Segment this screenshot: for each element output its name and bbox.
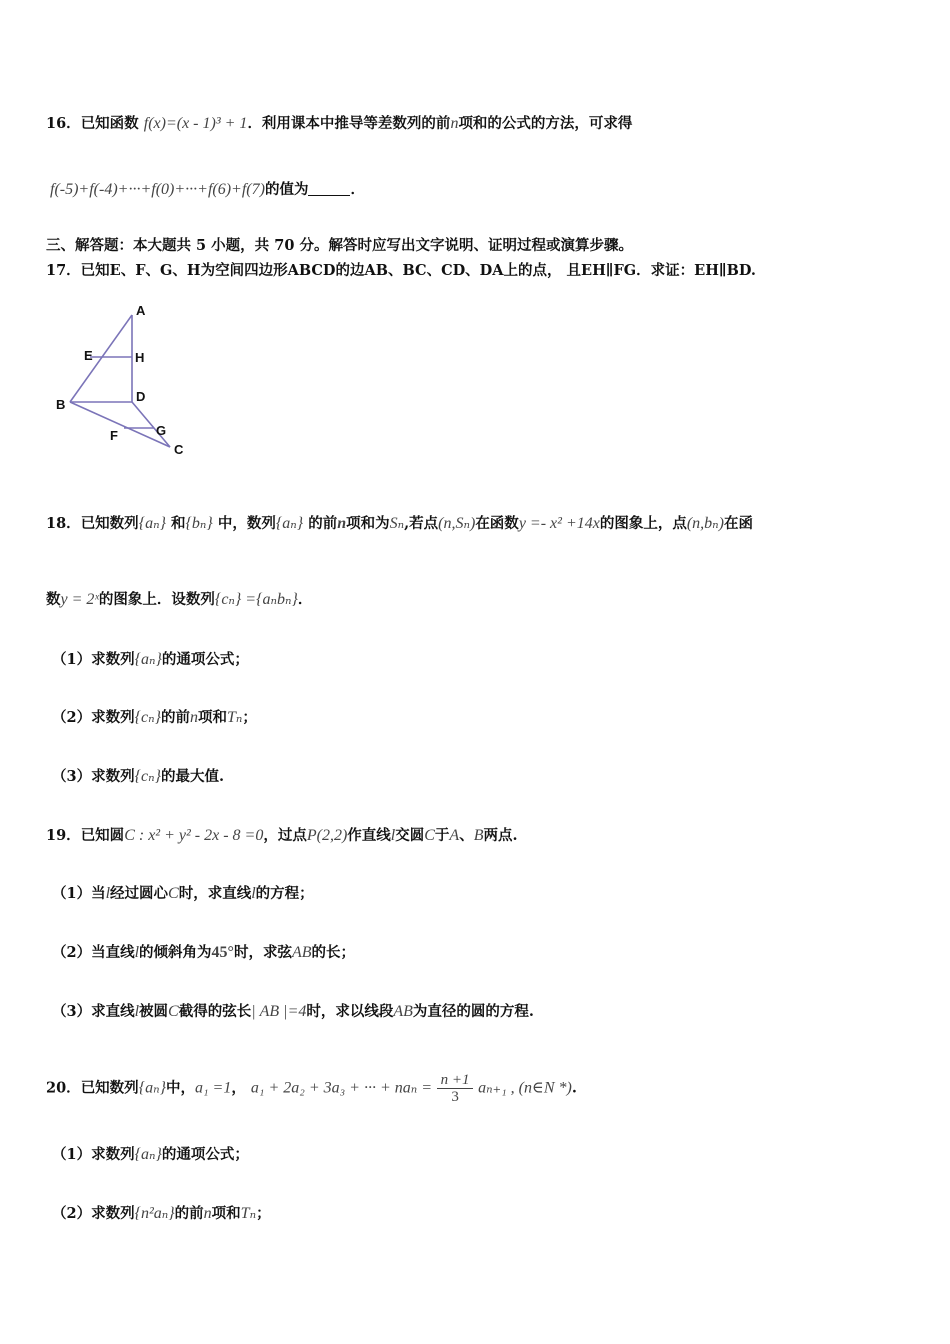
label-h: H: [135, 350, 145, 365]
q20-fraction: $\frac{n +1}{3}$: [437, 1072, 473, 1105]
q17-text: 17．已知E、F、G、H为空间四边形ABCD的边AB、BC、CD、DA上的点， 且EH∥FG．求证：EH∥BD.: [46, 262, 756, 279]
q16-line1: 16．已知函数 f(x)=(x - 1)³ + 1．利用课本中推导等差数列的前n项和的公式的方法，可求得: [46, 115, 633, 132]
q20-part2: （2）求数列{n²aₙ}的前n项和Tₙ；: [52, 1205, 271, 1222]
q16-line2: f(-5)+f(-4)+···+f(0)+···+f(6)+f(7)的值为 ．: [50, 181, 365, 198]
label-e: E: [84, 348, 93, 363]
q16-function: f(x)=(x - 1)³ + 1: [143, 115, 248, 132]
label-d: D: [136, 389, 146, 404]
q19-part2: （2）当直线l的倾斜角为45°时，求弦AB的长；: [52, 944, 355, 961]
q16-sum-expression: f(-5)+f(-4)+···+f(0)+···+f(6)+f(7): [50, 181, 265, 198]
q18-part1: （1）求数列{aₙ}的通项公式；: [52, 651, 249, 668]
q16-number: 16．: [46, 115, 81, 132]
q19-part3: （3）求直线l被圆C截得的弦长| AB |=4时，求以线段AB为直径的圆的方程.: [52, 1003, 534, 1020]
label-f: F: [110, 428, 118, 443]
answer-blank: [308, 181, 350, 196]
q18-part3: （3）求数列{cₙ}的最大值.: [52, 768, 225, 785]
edge-ab: [70, 315, 132, 402]
q19-part1: （1）当l经过圆心C时，求直线l的方程；: [52, 885, 314, 902]
label-a: A: [136, 303, 146, 318]
edge-bc: [70, 402, 170, 447]
q20-line1: 20．已知数列{aₙ}中，a₁ =1， a₁ + 2a₂ + 3a₃ + ··· + naₙ = $\frac{n +1}{3}$ aₙ₊₁ , (n∈N *).: [46, 1072, 577, 1105]
q19-line1: 19．已知圆C : x² + y² - 2x - 8 =0，过点P(2,2)作直线l交圆C于A、B两点.: [46, 827, 518, 844]
section3-heading: 三、解答题：本大题共 5 小题，共 70 分。解答时应写出文字说明、证明过程或演算步骤。: [46, 237, 633, 254]
q20-part1: （1）求数列{aₙ}的通项公式；: [52, 1146, 249, 1163]
label-g: G: [156, 423, 167, 438]
q18-part2: （2）求数列{cₙ}的前n项和Tₙ；: [52, 709, 257, 726]
q18-line2: 数y = 2ˣ的图象上．设数列{cₙ} ={aₙbₙ}．: [46, 591, 313, 608]
q18-line1: 18．已知数列{aₙ} 和{bₙ} 中，数列{aₙ} 的前n项和为Sₙ,若点(n,Sₙ)在函数y =- x² +14x的图象上，点(n,bₙ)在函: [46, 515, 753, 532]
label-c: C: [174, 442, 184, 457]
q17-quadrilateral-figure: [52, 300, 202, 465]
label-b: B: [56, 397, 66, 412]
